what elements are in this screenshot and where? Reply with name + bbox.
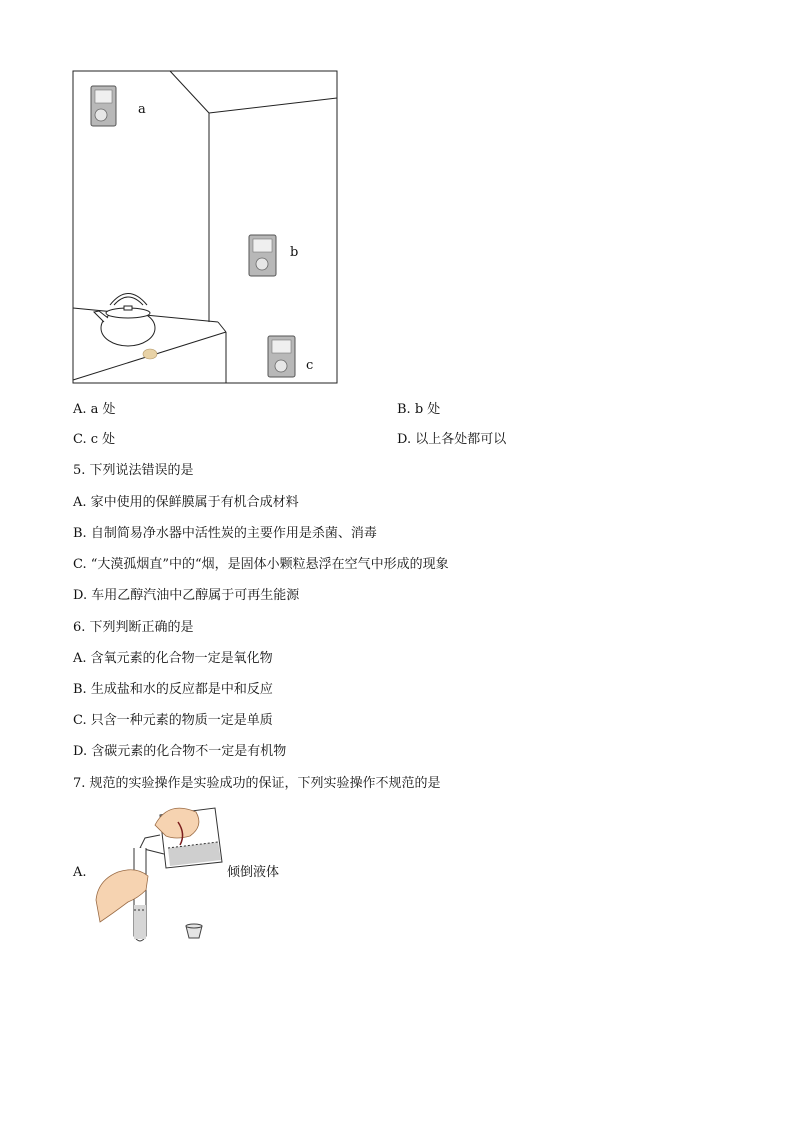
flame-icon: [143, 349, 157, 359]
detector-b-icon: [249, 235, 276, 276]
detector-a-icon: [91, 86, 116, 126]
q5-stem: 5. 下列说法错误的是: [73, 463, 194, 478]
q6-option-a: A. 含氧元素的化合物一定是氧化物: [73, 651, 273, 666]
q7-option-a-caption: 倾倒液体: [227, 865, 280, 880]
q6-stem: 6. 下列判断正确的是: [73, 620, 194, 635]
figure-label-c: c: [306, 358, 314, 373]
upper-hand-icon: [155, 808, 199, 838]
kettle-icon: [94, 294, 155, 347]
q4-option-c: C. c 处: [73, 432, 116, 447]
q6-option-b: B. 生成盐和水的反应都是中和反应: [73, 682, 273, 697]
q6-option-c: C. 只含一种元素的物质一定是单质: [73, 713, 273, 728]
q4-option-b: B. b 处: [397, 402, 441, 417]
ceiling-edge-left: [170, 71, 209, 113]
q6-option-d: D. 含碳元素的化合物不一定是有机物: [73, 744, 287, 759]
q5-option-b: B. 自制简易净水器中活性炭的主要作用是杀菌、消毒: [73, 526, 377, 541]
bottle-stopper-icon: [186, 924, 202, 938]
q5-option-c: C. “大漠孤烟直”中的“烟，是固体小颗粒悬浮在空气中形成的现象: [73, 557, 449, 572]
room-detector-figure: [0, 0, 793, 400]
q7-option-a-label: A.: [73, 865, 87, 880]
pouring-liquid-illustration: [0, 790, 793, 990]
counter-top-right: [218, 322, 226, 332]
ceiling-edge-right: [209, 98, 337, 113]
detector-c-icon: [268, 336, 295, 377]
q5-option-a: A. 家中使用的保鲜膜属于有机合成材料: [73, 495, 299, 510]
q7-stem: 7. 规范的实验操作是实验成功的保证，下列实验操作不规范的是: [73, 776, 441, 791]
q4-option-d: D. 以上各处都可以: [397, 432, 507, 447]
q4-option-a: A. a 处: [73, 402, 116, 417]
figure-label-b: b: [290, 245, 299, 260]
figure-label-a: a: [138, 102, 146, 117]
q5-option-d: D. 车用乙醇汽油中乙醇属于可再生能源: [73, 588, 300, 603]
